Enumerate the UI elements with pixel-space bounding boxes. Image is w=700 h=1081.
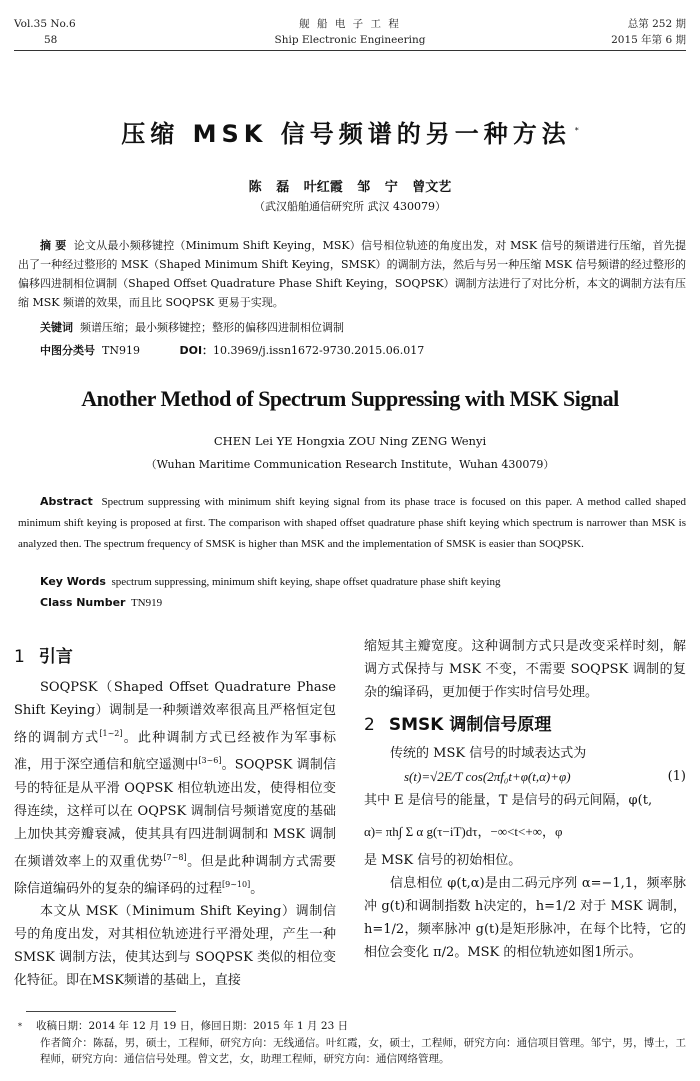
class-number-cn: 中图分类号 TN919 DOI：10.3969/j.issn1672-9730.2015.06.017 <box>40 344 425 357</box>
class-number-en: Class Number TN919 <box>40 596 163 609</box>
section-2-paragraph-1: 传统的 MSK 信号的时域表达式为 <box>390 746 587 761</box>
header-journal-cn: 舰 船 电 子 工 程 <box>299 18 401 30</box>
section-2-paragraph-2a: 其中 E 是信号的能量，T 是信号的码元间隔，φ(t, <box>364 793 653 808</box>
section-1-heading: 1 引言 <box>14 647 73 667</box>
footnote-rule <box>26 1011 176 1012</box>
section-1-paragraph-2: 本文从 MSK（Minimum Shift Keying）调制信号的角度出发，对其相位轨迹进行平滑处理，产生一种 SMSK 调制方法，使其达到与 SOQPSK 类似的相位变化特征。即在MSK频谱的基础上，直接 <box>14 904 336 989</box>
doi-value: 10.3969/j.issn1672-9730.2015.06.017 <box>213 344 425 357</box>
section-1-paragraph-2-continued: 缩短其主瓣宽度。这种调制方式只是改变采样时刻，解调方式保持与 MSK 不变，不需要 SOQPSK 调制的复杂的编译码，更加便于作实时信号处理。 <box>364 639 686 700</box>
paper-title-en: Another Method of Spectrum Suppressing with MSK Signal <box>81 386 619 411</box>
equation-1-number: (1) <box>667 769 686 784</box>
equation-phase-integral: α)= πh∫ Σ α g(τ−iT)dτ，−∞<t<+∞，φ <box>364 824 563 839</box>
right-column <box>364 635 686 964</box>
section-1 <box>14 646 336 992</box>
title-footnote-mark: * <box>574 126 579 135</box>
authors-cn: 陈 磊 叶红霞 邹 宁 曾文艺 <box>248 180 452 195</box>
abstract-en-label: Abstract <box>40 495 93 508</box>
authors-en: CHEN Lei YE Hongxia ZOU Ning ZENG Wenyi <box>213 434 487 448</box>
section-2-paragraph-2c: 是 MSK 信号的初始相位。 <box>364 853 522 868</box>
abstract-cn-label: 摘 要 <box>40 239 67 252</box>
footnote-author-bio: 作者简介：陈磊，男，硕士，工程师，研究方向：无线通信。叶红霞，女，硕士，工程师，研究方向：通信项目管理。邹宁，男，博士，工程师，研究方向：通信信号处理。曾文艺，女，助理工程师，研究方向：通信网络管理。 <box>40 1037 686 1065</box>
abstract-cn <box>18 236 686 312</box>
equation-1-expression: s(t)=√2E/T cos(2πf₀t+φ(t,α)+φ) <box>404 769 571 784</box>
keywords-cn: 关键词 频谱压缩；最小频移键控；整形的偏移四进制相位调制 <box>40 321 344 334</box>
header-total-issue: 总第 252 期 <box>627 18 686 30</box>
header-rule <box>14 50 686 51</box>
footnote-dates: * 收稿日期：2014 年 12 月 19 日，修回日期：2015 年 1 月 23 日 <box>18 1020 349 1032</box>
affiliation-en: （Wuhan Maritime Communication Research Institute，Wuhan 430079） <box>145 458 555 471</box>
keywords-en: Key Words spectrum suppressing, minimum shift keying, shape offset quadrature phase shift keying <box>40 575 501 588</box>
header-page-number: 58 <box>44 34 58 46</box>
header-issue: 2015 年第 6 期 <box>611 34 686 46</box>
equation-1 <box>364 765 686 789</box>
affiliation-cn: （武汉船舶通信研究所 武汉 430079） <box>254 200 446 213</box>
doi-label: DOI： <box>179 344 214 357</box>
header-volume: Vol.35 No.6 <box>14 18 76 30</box>
section-2-paragraph-3: 信息相位 φ(t,α)是由二码元序列 α=−1,1，频率脉冲 g(t)和调制指数 h决定的，h=1/2 对于 MSK 调制，h=1/2，频率脉冲 g(t)是矩形脉冲，在每个比特，它的相位会变化 π/2。MSK 的相位轨迹如图1所示。 <box>364 876 686 960</box>
paper-title-cn: 压缩 MSK 信号频谱的另一种方法 * <box>121 120 579 148</box>
header-journal-en: Ship Electronic Engineering <box>274 34 426 46</box>
abstract-en-text: Spectrum suppressing with minimum shift keying signal from its phase trace is focused on this paper. A method called shaped minimum shift keying is proposed at first. The comparison with shaped offset quadrature phase shift keying which spectrum is narrower than MSK is analyzed then. The spectrum frequency of SMSK is higher than MSK and the implementation of SMSK is easier than SOQPSK. <box>18 496 687 550</box>
abstract-en <box>18 491 686 555</box>
footnote <box>18 1018 686 1067</box>
section-2-heading: 2 SMSK 调制信号原理 <box>364 715 552 735</box>
abstract-cn-text: 论文从最小频移键控（Minimum Shift Keying，MSK）信号相位轨迹的角度出发，对 MSK 信号的频谱进行压缩，首先提出了一种经过整形的 MSK（Shaped Minimum Shift Keying，SMSK）的调制方法，然后与另一种压缩 MSK 信号频谱的经过整形的偏移四进制相位调制（Shaped Offset Quadrature Phase Shift Keying，SOQPSK）调制方法进行了对比分析，本文的调制方法有压缩 MSK 频谱的效果，而且比 SOQPSK 更易于实现。 <box>18 239 686 309</box>
section-1-paragraph-1: SOQPSK（Shaped Offset Quadrature Phase Shift Keying）调制是一种频谱效率很高且严格恒定包络的调制方式[1~2]。此种调制方式已经被作为军事标准，用于深空通信和航空遥测中[3~6]。SOQPSK 调制信号的特征是从平滑 OQPSK 相位轨迹出发，使得相位变得连续，这样可以在 OQPSK 调制信号频谱宽度的基础上加快其旁瓣衰减，使其具有四进制调制和 MSK 调制在频谱效率上的双重优势[7~8]。但是此种调制方式需要除信道编码外的复杂的编译码的过程[9~10]。 <box>14 680 336 897</box>
